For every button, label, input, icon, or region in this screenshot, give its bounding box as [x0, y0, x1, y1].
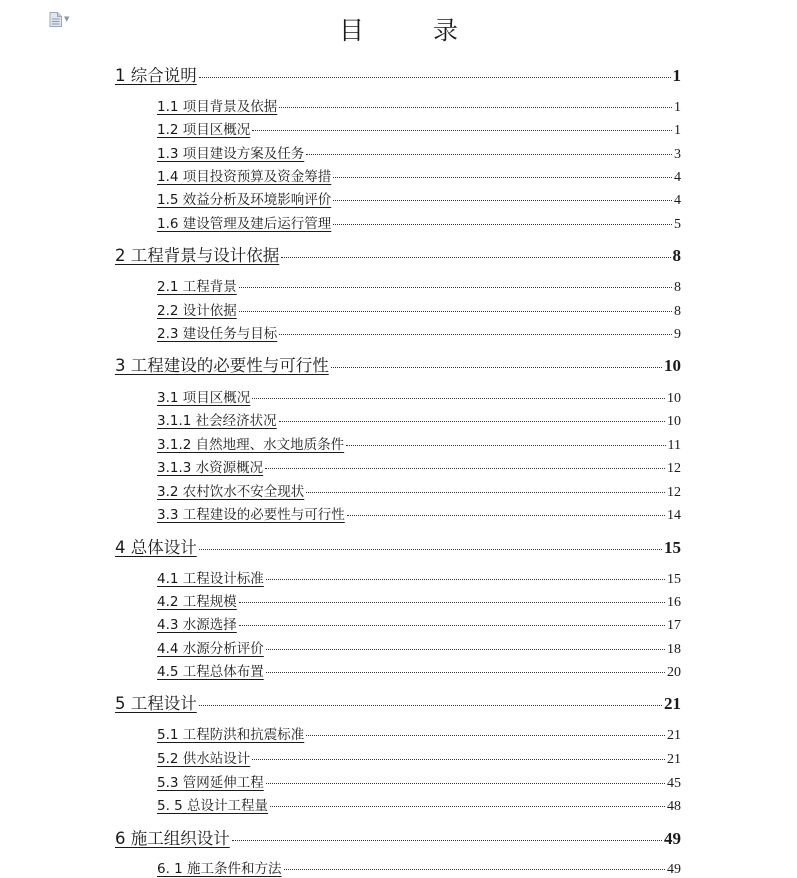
toc-section-entry[interactable] — [157, 794, 681, 815]
toc-section-entry[interactable] — [157, 95, 681, 116]
toc-page-number: 10 — [667, 391, 681, 406]
toc-entry-title[interactable]: 1 综合说明 — [115, 66, 197, 85]
toc-section-entry[interactable] — [157, 503, 681, 524]
toc-page-number: 12 — [667, 461, 681, 476]
toc-section-entry[interactable] — [157, 771, 681, 792]
toc-entry-title[interactable]: 2.1 工程背景 — [157, 279, 237, 295]
toc-page-number: 4 — [674, 170, 681, 185]
toc-page-number: 18 — [667, 642, 681, 657]
toc-section-entry[interactable] — [157, 857, 681, 878]
toc-section-entry[interactable] — [157, 142, 681, 163]
dot-leader — [281, 257, 670, 258]
toc-entry-title[interactable]: 3.1.1 社会经济状况 — [157, 413, 277, 429]
toc-page-number: 48 — [667, 799, 681, 814]
dot-leader — [239, 625, 665, 626]
dot-leader — [279, 107, 672, 108]
toc-page-number: 9 — [674, 327, 681, 342]
toc-section-entry[interactable] — [157, 275, 681, 296]
toc-section-entry[interactable] — [157, 433, 681, 454]
dot-leader — [252, 398, 665, 399]
toc-chapter-entry[interactable] — [115, 690, 681, 714]
dot-leader — [333, 177, 672, 178]
toc-page-number: 1 — [674, 123, 681, 138]
toc-section-entry[interactable] — [157, 660, 681, 681]
toc-entry-title[interactable]: 3 工程建设的必要性与可行性 — [115, 356, 329, 375]
dot-leader — [239, 602, 665, 603]
dot-leader — [347, 515, 665, 516]
dot-leader — [284, 869, 665, 870]
toc-page-number: 10 — [664, 356, 681, 375]
toc-entry-title[interactable]: 6. 1 施工条件和方法 — [157, 861, 282, 877]
toc-entry-title[interactable]: 2 工程背景与设计依据 — [115, 246, 280, 265]
toc-section-entry[interactable] — [157, 637, 681, 658]
toc-page-number: 21 — [667, 728, 681, 743]
toc-chapter-entry[interactable] — [115, 534, 681, 558]
toc-entry-title[interactable]: 2.3 建设任务与目标 — [157, 326, 278, 342]
toc-entry-title[interactable]: 1.5 效益分析及环境影响评价 — [157, 192, 332, 208]
toc-page-number: 8 — [674, 304, 681, 319]
toc-entry-title[interactable]: 5.2 供水站设计 — [157, 751, 251, 767]
toc-entry-title[interactable]: 1.4 项目投资预算及资金筹措 — [157, 169, 332, 185]
dot-leader — [333, 224, 672, 225]
toc-page-number: 49 — [667, 862, 681, 877]
toc-entry-title[interactable]: 3.1.3 水资源概况 — [157, 460, 264, 476]
dot-leader — [333, 200, 672, 201]
toc-entry-title[interactable]: 4.1 工程设计标准 — [157, 571, 264, 587]
toc-entry-title[interactable]: 1.6 建设管理及建后运行管理 — [157, 216, 332, 232]
toc-entry-title[interactable]: 2.2 设计依据 — [157, 303, 237, 319]
toc-page-number: 17 — [667, 618, 681, 633]
dot-leader — [265, 468, 665, 469]
toc-page-number: 15 — [667, 572, 681, 587]
toc-entry-title[interactable]: 3.2 农村饮水不安全现状 — [157, 484, 305, 500]
dot-leader — [270, 806, 665, 807]
dot-leader — [306, 154, 672, 155]
toc-page-number: 1 — [672, 66, 681, 85]
dot-leader — [346, 445, 665, 446]
dot-leader — [331, 367, 662, 368]
toc-entry-title[interactable]: 3.1.2 自然地理、水文地质条件 — [157, 437, 345, 453]
toc-section-entry[interactable] — [157, 567, 681, 588]
dot-leader — [199, 705, 662, 706]
dot-leader — [252, 130, 672, 131]
toc-entry-title[interactable]: 1.2 项目区概况 — [157, 122, 251, 138]
toc-page-number: 16 — [667, 595, 681, 610]
toc-section-entry[interactable] — [157, 118, 681, 139]
toc-page-number: 11 — [667, 438, 681, 453]
dot-leader — [239, 287, 672, 288]
toc-page-number: 3 — [674, 147, 681, 162]
toc-section-entry[interactable] — [157, 613, 681, 634]
toc-chapter-entry[interactable] — [115, 62, 681, 86]
dot-leader — [279, 334, 672, 335]
toc-entry-title[interactable]: 6 施工组织设计 — [115, 829, 230, 848]
toc-page-number: 8 — [672, 246, 681, 265]
toc-page-number: 12 — [667, 485, 681, 500]
toc-entry-title[interactable]: 5.1 工程防洪和抗震标准 — [157, 727, 305, 743]
toc-entry-title[interactable]: 5. 5 总设计工程量 — [157, 798, 269, 814]
toc-page-number: 49 — [664, 829, 681, 848]
toc-entry-title[interactable]: 5 工程设计 — [115, 694, 197, 713]
toc-section-entry[interactable] — [157, 322, 681, 343]
toc-page-number: 20 — [667, 665, 681, 680]
toc-section-entry[interactable] — [157, 590, 681, 611]
dot-leader — [239, 311, 672, 312]
toc-entry-title[interactable]: 4.5 工程总体布置 — [157, 664, 264, 680]
toc-page-number: 45 — [667, 776, 681, 791]
toc-chapter-entry[interactable] — [115, 242, 681, 266]
page-title: 目 录 — [338, 16, 480, 45]
dot-leader — [266, 672, 665, 673]
toc-page-number: 14 — [667, 508, 681, 523]
toc-page-number: 21 — [664, 694, 681, 713]
toc-entry-title[interactable]: 4.3 水源选择 — [157, 617, 237, 633]
toc-page-number: 10 — [667, 414, 681, 429]
toc-section-entry[interactable] — [157, 723, 681, 744]
toc-page-number: 5 — [674, 217, 681, 232]
dot-leader — [266, 579, 665, 580]
toc-entry-title[interactable]: 5.3 管网延伸工程 — [157, 775, 264, 791]
dot-leader — [232, 840, 662, 841]
dot-leader — [199, 549, 662, 550]
dot-leader — [266, 783, 665, 784]
toc-section-entry[interactable] — [157, 456, 681, 477]
toc-page-number: 4 — [674, 193, 681, 208]
toc-chapter-entry[interactable] — [115, 825, 681, 849]
toc-chapter-entry[interactable] — [115, 352, 681, 376]
dot-leader — [306, 492, 665, 493]
toc-entry-title[interactable]: 4 总体设计 — [115, 538, 197, 557]
toc-entry-title[interactable]: 1.1 项目背景及依据 — [157, 99, 278, 115]
chevron-down-icon[interactable]: ▼ — [64, 14, 70, 23]
dot-leader — [252, 759, 665, 760]
toc-entry-title[interactable]: 4.2 工程规模 — [157, 594, 237, 610]
toc-entry-title[interactable]: 3.3 工程建设的必要性与可行性 — [157, 507, 345, 523]
toc-page-number: 8 — [674, 280, 681, 295]
dot-leader — [199, 77, 671, 78]
toc-section-entry[interactable] — [157, 480, 681, 501]
toc-page-number: 21 — [667, 752, 681, 767]
toc-section-entry[interactable] — [157, 212, 681, 233]
toc-section-entry[interactable] — [157, 299, 681, 320]
toc-section-entry[interactable] — [157, 386, 681, 407]
toc-page-number: 1 — [674, 100, 681, 115]
toc-entry-title[interactable]: 4.4 水源分析评价 — [157, 641, 264, 657]
toc-section-entry[interactable] — [157, 747, 681, 768]
toc-page-number: 15 — [664, 538, 681, 557]
dot-leader — [279, 421, 665, 422]
toc-entry-title[interactable]: 3.1 项目区概况 — [157, 390, 251, 406]
toc-entry-title[interactable]: 1.3 项目建设方案及任务 — [157, 146, 305, 162]
toc-section-entry[interactable] — [157, 188, 681, 209]
dot-leader — [266, 649, 665, 650]
dot-leader — [306, 735, 665, 736]
toc-section-entry[interactable] — [157, 165, 681, 186]
toc-section-entry[interactable] — [157, 409, 681, 430]
